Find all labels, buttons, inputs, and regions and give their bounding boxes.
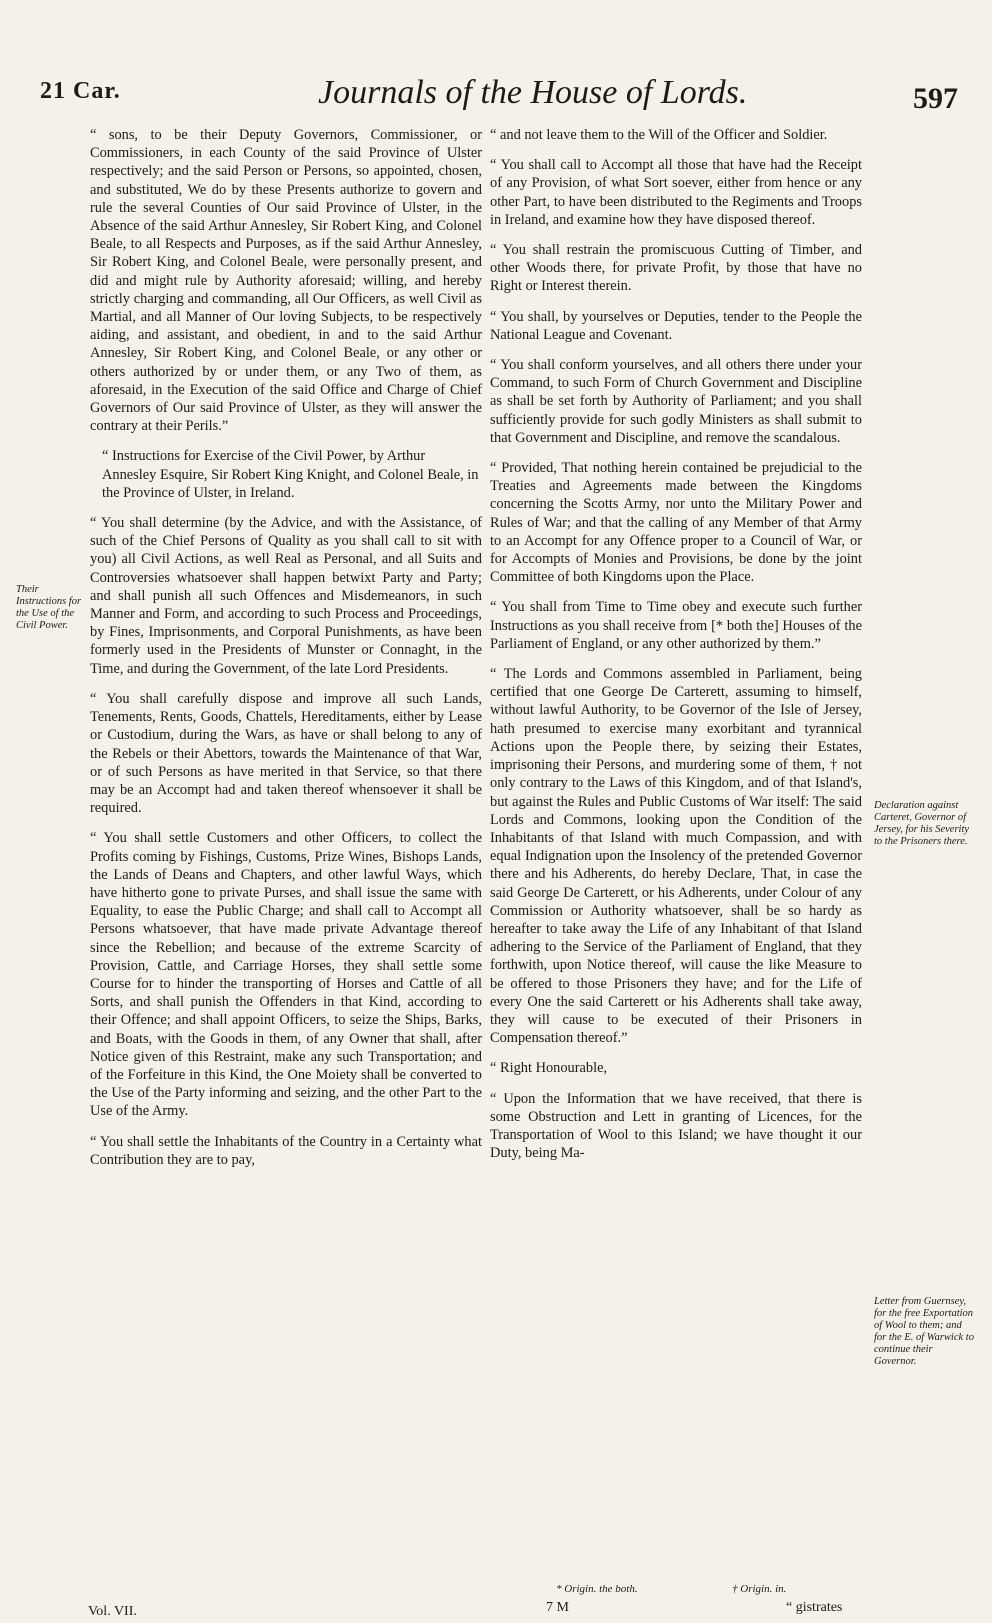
instructions-heading: “ Instructions for Exercise of the Civil Power, by Arthur Annesley Esquire, Sir Robert King Knight, and Colonel Beale, in the Province of Ulster, in Ireland.: [102, 448, 479, 501]
margin-note-declaration: Declaration against Carteret, Governor of Jersey, for his Severity to the Prisoners there.: [874, 800, 970, 847]
paragraph: “ sons, to be their Deputy Governors, Commissioner, or Commissioners, in each County of the said Province of Ulster respectively; and the said Person or Persons, so appointed, chosen, and substituted, We do by these Presents authorize to govern and rule the several Counties of Our said Province of Ulster, in the Absence of the said Arthur Annesley, Sir Robert King, and Colonel Beale, to all Respects and Purposes, as if the said Arthur Annesley, Sir Robert King, and Colonel Beale, were personally present, and did and might rule by Authority aforesaid; willing, and hereby strictly charging and commanding, all Our Officers, as well Civil as Martial, and all Manner of Our loving Subjects, to be respectively aiding, and assistant, and obedient, in and to the said Arthur Annesley, Sir Robert King, and Colonel Beale, or any other or others authorized by or under them, or any Two of them, as aforesaid, in the Execution of the said Office and Charge of Chief Governors of Our said Province of Ulster, as they will answer the contrary at their Perils.”: [90, 127, 482, 435]
paragraph: “ You shall determine (by the Advice, and with the Assistance, of such of the Chief Persons of Quality as you shall call to sit with you) all Civil Actions, as well Real as Personal, and all Suits and Controversies whatsoever shall happen betwixt Party and Party; and shall punish all such Offences and Misdemeanors, in such Manner and Form, and according to such Process and Proceedings, by Fines, Imprisonments, and Corporal Punishments, as have been formerly used in the Presidents of Munster or Connaght, in the Time, and during the Government, of the late Lord Presidents.: [90, 515, 482, 677]
paragraph: “ You shall conform yourselves, and all others there under your Command, to such Form of Church Government and Discipline as shall be set forth by Authority of Parliament; and you shall sufficiently provide for such godly Ministers as shall submit to that Government and Discipline, and remove the scandalous.: [490, 357, 862, 446]
volume-label: Vol. VII.: [88, 1604, 137, 1619]
paragraph: “ You shall, by yourselves or Deputies, tender to the People the National League and Covenant.: [490, 308, 862, 343]
right-column: [490, 126, 862, 1174]
declaration-paragraph: “ The Lords and Commons assembled in Parliament, being certified that one George De Carterett, assuming to himself, without lawful Authority, to be Governor of the Isle of Jersey, hath presumed to exercise many exorbitant and tyrannical Actions upon the People there, by seizing their Estates, imprisoning their Persons, and murdering some of them, † not only contrary to the Laws of this Kingdom, and of that Island's, but against the Rules and Public Customs of War itself: The said Lords and Commons, looking upon the Condition of the Inhabitants of that Island with much Compassion, and with equal Indignation upon the Insolency of the pretended Governor there and his Adherents, do hereby Declare, That, in case the said George De Carterett, or his Adherents, under Colour of any Commission or Authority whatsoever, shall be so hardy as hereafter to take away the Life of any Inhabitant of that Island adhering to the Service of the Parliament of England, that they forthwith, upon Notice thereof, will cause the like Measure to be offered to those Prisoners they have; and for the Life of every One the said Carterett or his Adherents shall take away, they will cause to be executed of their Prisoners in Compensation thereof.”: [490, 666, 862, 1047]
page-header: [0, 0, 992, 120]
footnote: † Origin. in.: [732, 1583, 787, 1595]
paragraph: “ Provided, That nothing herein contained be prejudicial to the Treaties and Agreements made between the Kingdoms concerning the Scotts Army, nor unto the Military Power and Rules of War; and that the calling of any Member of that Army to an Accompt for any Offence proper to a Council of War, or for Accompts of Monies and Provisions, be done by the joint Committee of both Kingdoms upon the Place.: [490, 460, 862, 586]
margin-note-letter: Letter from Guernsey, for the free Exportation of Wool to them; and for the E. of Warwick to continue their Governor.: [874, 1296, 974, 1367]
paragraph: “ You shall call to Accompt all those that have had the Receipt of any Provision, of what Sort soever, either from hence or any other Part, to have been distributed to the Regiments and Troops in Ireland, and examine how they have disposed thereof.: [490, 157, 862, 228]
paragraph: “ You shall from Time to Time obey and execute such further Instructions as you shall receive from [* both the] Houses of the Parliament of England, or any other authorized by them.”: [490, 599, 862, 652]
letter-salutation: “ Right Honourable,: [490, 1060, 608, 1077]
paragraph: “ and not leave them to the Will of the Officer and Soldier.: [490, 127, 828, 143]
regnal-year: 21 Car.: [40, 78, 121, 104]
journal-title: Journals of the House of Lords.: [318, 74, 748, 111]
page-number: 597: [913, 82, 958, 115]
paragraph: “ You shall settle Customers and other Officers, to collect the Profits coming by Fishings, Customs, Prize Wines, Bishops Lands, the Lands of Deans and Chapters, and other lawful Ways, which have hitherto gone to private Purses, and shall issue the same with Equality, to ease the Public Charge; and shall call to Accompt all Persons whatsoever, that have made private Advantage thereof since the Rebellion; and because of the extreme Scarcity of Provision, Cattle, and Carriage Horses, they shall settle some Course for to hinder the transporting of Horses and Cattle of all Sorts, and shall punish the Offenders in that Kind, according to their Offence; and shall appoint Officers, to seize the Ships, Barks, and Boats, with the Goods in them, of any Owner that shall, after Notice given of this Restraint, make any such Transportation; and of the Forfeiture in this Kind, the One Moiety shall be converted to the Use of the Party informing and seizing, and the other Part to the Use of the Army.: [90, 830, 482, 1120]
paragraph: “ You shall carefully dispose and improve all such Lands, Tenements, Rents, Goods, Chattels, Hereditaments, either by Lease or Custodium, during the Wars, as have or shall belong to any of the Rebels or their Abettors, towards the Maintenance of that War, or of such Persons as have merited in that Service, so that there may be an Accompt had and taken thereof whensoever it shall be required.: [90, 690, 482, 817]
paragraph: “ You shall settle the Inhabitants of the Country in a Certainty what Contribution they are to pay,: [90, 1133, 482, 1168]
signature-mark: 7 M: [546, 1600, 569, 1615]
left-column: [90, 126, 482, 1181]
footnote: * Origin. the both.: [556, 1583, 638, 1595]
margin-note-left: Their Instructions for the Use of the Civil Power.: [16, 584, 82, 631]
paragraph: “ You shall restrain the promiscuous Cutting of Timber, and other Woods there, for private Profit, by those that have no Right or Interest therein.: [490, 242, 862, 295]
letter-paragraph: “ Upon the Information that we have received, that there is some Obstruction and Lett in granting of Licences, for the Transportation of Wool to this Island; we have thought it our Duty, being Ma-: [490, 1090, 862, 1162]
catchword: “ gistrates: [786, 1600, 843, 1615]
